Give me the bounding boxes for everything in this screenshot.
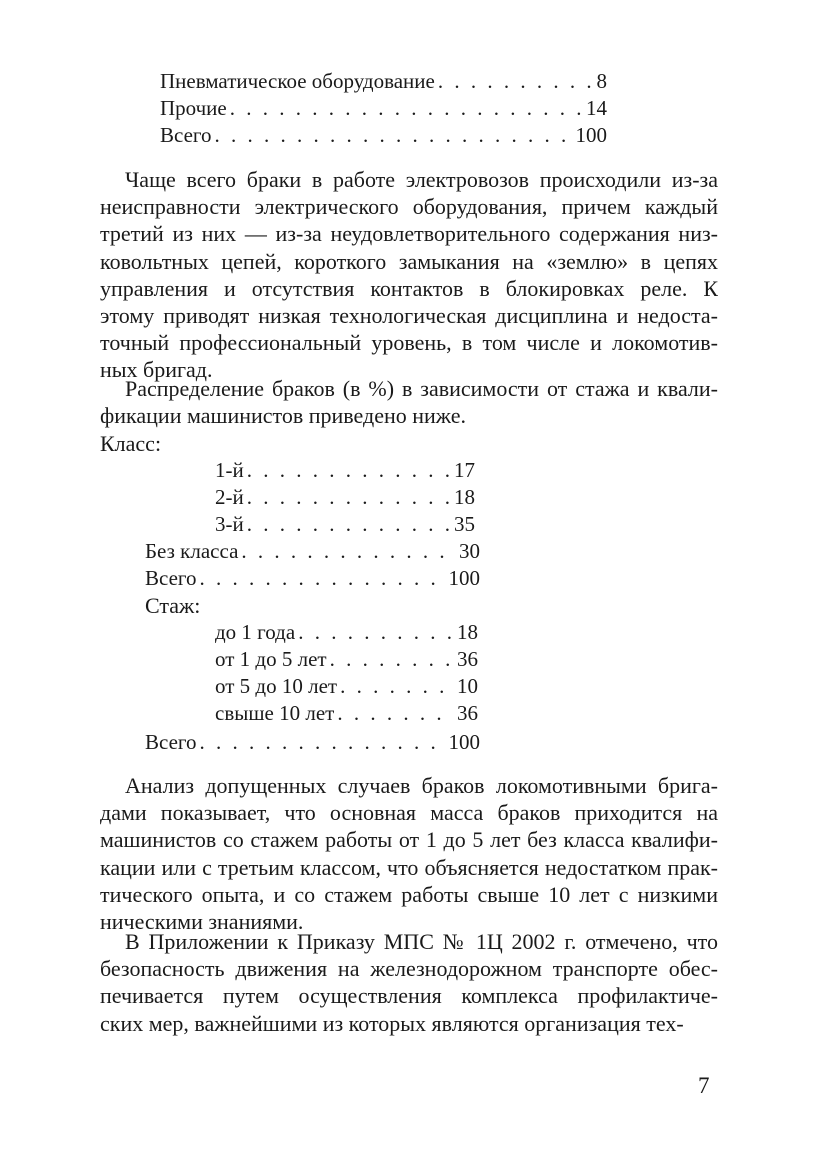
row-label: свыше 10 лет bbox=[215, 701, 335, 725]
experience-row bbox=[215, 646, 478, 673]
dot-leader bbox=[241, 538, 456, 565]
paragraph-line: неисправности электрического оборудования, причем каждый bbox=[100, 194, 718, 220]
dot-leader bbox=[200, 729, 446, 756]
row-label: 2-й bbox=[215, 485, 244, 509]
row-value: 18 bbox=[457, 620, 478, 644]
row-label: 3-й bbox=[215, 512, 244, 536]
paragraph-line: печивается путем осуществления комплекса профилактиче- bbox=[100, 983, 718, 1009]
dot-leader bbox=[247, 484, 451, 511]
page-number: 7 bbox=[698, 1073, 710, 1098]
dot-leader bbox=[230, 95, 583, 122]
dot-leader bbox=[298, 619, 454, 646]
row-value: 18 bbox=[454, 485, 475, 509]
paragraph-line: Чаще всего браки в работе электровозов происходили из-за bbox=[125, 167, 718, 192]
row-label: Всего bbox=[160, 123, 212, 147]
paragraph-line: дами показывает, что основная масса браков приходится на bbox=[100, 800, 718, 826]
paragraph-line: Распределение браков (в %) в зависимости от стажа и квали- bbox=[125, 376, 718, 401]
row-label: Прочие bbox=[160, 96, 227, 120]
row-label: Всего bbox=[145, 566, 197, 590]
row-label: от 5 до 10 лет bbox=[215, 674, 338, 698]
row-label: Пневматическое оборудование bbox=[160, 69, 435, 93]
summary-row bbox=[160, 95, 607, 122]
dot-leader bbox=[247, 457, 451, 484]
row-label: 1-й bbox=[215, 458, 244, 482]
row-value: 36 bbox=[457, 701, 478, 725]
dot-leader bbox=[200, 565, 446, 592]
paragraph-line: ковольтных цепей, короткого замыкания на «землю» в цепях bbox=[100, 248, 718, 274]
paragraph-line: третий из них — из-за неудовлетворительного содержания низ- bbox=[100, 221, 718, 247]
dot-leader bbox=[330, 646, 454, 673]
paragraph-line: Анализ допущенных случаев браков локомотивными брига- bbox=[125, 773, 718, 798]
paragraph-line: В Приложении к Приказу МПС № 1Ц 2002 г. отмечено, что bbox=[125, 929, 718, 954]
experience-heading: Стаж: bbox=[145, 593, 201, 618]
row-value: 8 bbox=[596, 69, 607, 93]
row-value: 100 bbox=[448, 566, 480, 590]
row-label: Без класса bbox=[145, 539, 239, 563]
no-class-row bbox=[145, 538, 480, 565]
paragraph-line: фикации машинистов приведено ниже. bbox=[100, 403, 466, 429]
row-value: 30 bbox=[459, 539, 480, 563]
paragraph-line: безопасность движения на железнодорожном транспорте обес- bbox=[100, 956, 718, 982]
experience-row bbox=[215, 673, 478, 700]
dot-leader bbox=[438, 68, 594, 95]
paragraph-line: управления и отсутствия контактов в блокировках реле. К bbox=[100, 275, 718, 301]
row-value: 36 bbox=[457, 647, 478, 671]
class-row bbox=[215, 484, 475, 511]
row-value: 35 bbox=[454, 512, 475, 536]
paragraph-line: этому приводят низкая технологическая дисциплина и недоста- bbox=[100, 303, 718, 328]
summary-row bbox=[160, 68, 607, 95]
paragraph-line: ническими знаниями. bbox=[100, 909, 304, 934]
row-value: 100 bbox=[448, 730, 480, 754]
total-row bbox=[145, 565, 480, 592]
experience-row bbox=[215, 700, 478, 727]
dot-leader bbox=[340, 673, 454, 700]
row-value: 14 bbox=[586, 96, 607, 120]
class-row bbox=[215, 511, 475, 538]
class-heading: Класс: bbox=[100, 431, 162, 456]
summary-row bbox=[160, 122, 607, 149]
paragraph-line: ских мер, важнейшими из которых являются организация тех- bbox=[100, 1010, 684, 1036]
experience-row bbox=[215, 619, 478, 646]
dot-leader bbox=[337, 700, 454, 727]
row-label: до 1 года bbox=[215, 620, 296, 644]
class-row bbox=[215, 457, 475, 484]
row-label: от 1 до 5 лет bbox=[215, 647, 327, 671]
paragraph-line: кации или с третьим классом, что объясняется недостатком прак- bbox=[100, 854, 718, 880]
row-value: 10 bbox=[457, 674, 478, 698]
paragraph-line: точный профессиональный уровень, в том числе и локомотив- bbox=[100, 330, 718, 356]
paragraph-line: машинистов со стажем работы от 1 до 5 лет без класса квалифи- bbox=[100, 827, 718, 853]
paragraph-line: ных бригад. bbox=[100, 357, 213, 383]
total-row bbox=[145, 729, 480, 756]
row-value: 17 bbox=[454, 458, 475, 482]
dot-leader bbox=[215, 122, 573, 149]
dot-leader bbox=[247, 511, 451, 538]
paragraph-line: тического опыта, и со стажем работы свыше 10 лет с низкими bbox=[100, 881, 718, 907]
row-value: 100 bbox=[575, 123, 607, 147]
row-label: Всего bbox=[145, 730, 197, 754]
